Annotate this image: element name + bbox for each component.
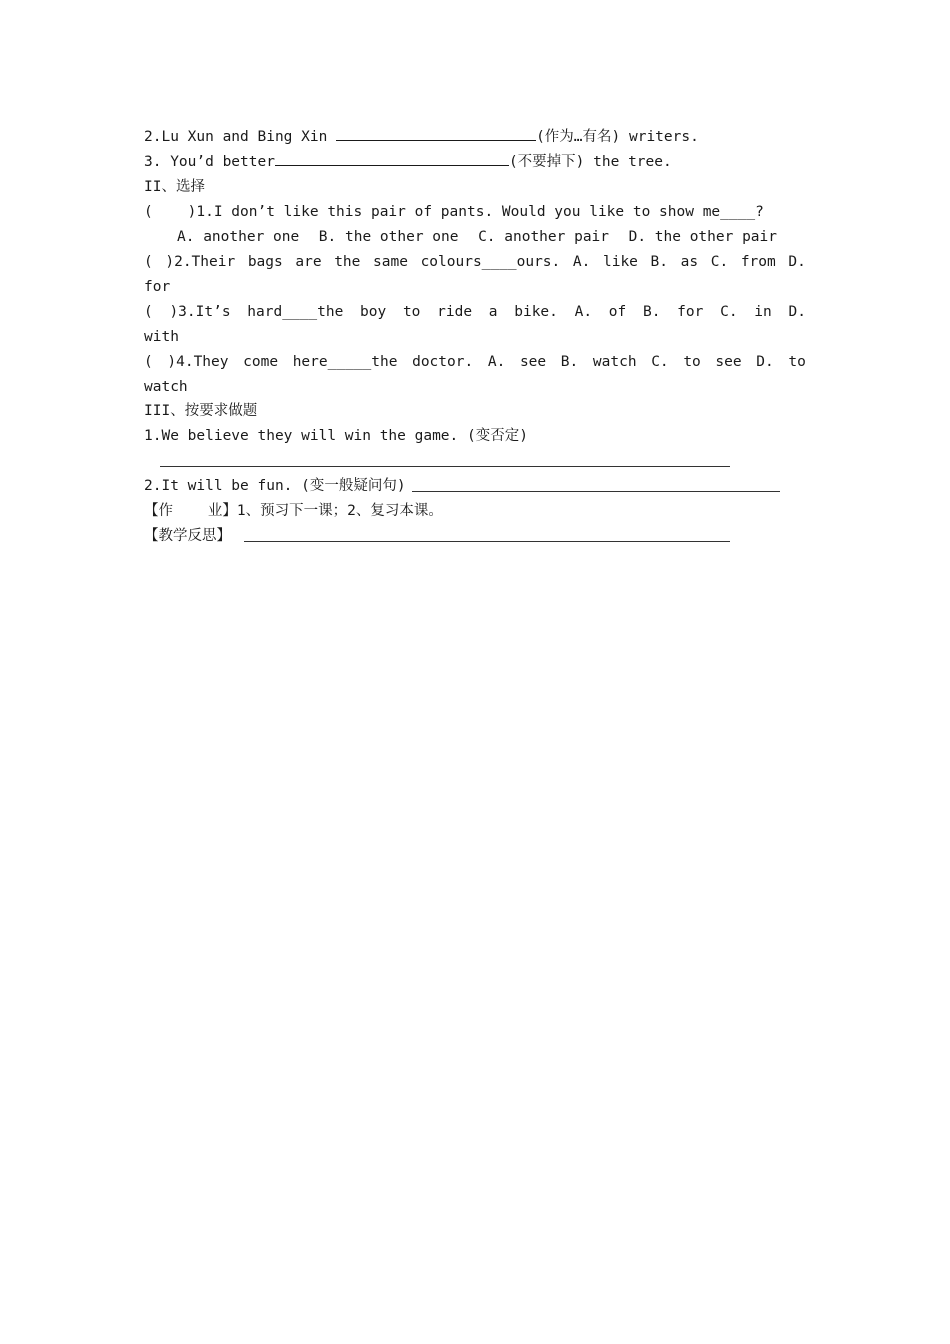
choice-question-3-wrap: with bbox=[144, 329, 179, 345]
section-title-choice: II、选择 bbox=[144, 179, 205, 195]
choice-question-3: ( )3.It’s hard____the boy to ride a bike. A. of B. for C. in D. bbox=[144, 304, 806, 320]
task-question-1: 1.We believe they will win the game. (变否定) bbox=[144, 428, 528, 444]
choice-question-1-stem: ( )1.I don’t like this pair of pants. Would you like to show me____? bbox=[144, 204, 764, 220]
choice-question-4: ( )4.They come here_____the doctor. A. see B. watch C. to see D. to bbox=[144, 354, 806, 370]
task-question-2: 2.It will be fun. (变一般疑问句) bbox=[144, 478, 406, 494]
option-b[interactable]: B. the other one bbox=[318, 229, 459, 245]
choice-question-2-wrap: for bbox=[144, 279, 171, 295]
answer-blank[interactable] bbox=[275, 151, 509, 166]
choice-question-1-options bbox=[177, 225, 777, 250]
answer-blank[interactable] bbox=[336, 126, 536, 141]
answer-line-2[interactable] bbox=[412, 491, 780, 492]
homework-line: 【作 业】1、预习下一课；2、复习本课。 bbox=[144, 503, 443, 519]
option-a[interactable]: A. another one bbox=[177, 229, 300, 245]
reflection-label: 【教学反思】 bbox=[144, 528, 231, 544]
section-title-tasks: III、按要求做题 bbox=[144, 403, 258, 419]
option-d[interactable]: D. the other pair bbox=[628, 229, 777, 245]
fill-in-question-2: 2.Lu Xun and Bing Xin (作为…有名) writers. bbox=[144, 125, 806, 150]
answer-line-1[interactable] bbox=[160, 466, 730, 467]
option-c[interactable]: C. another pair bbox=[478, 229, 610, 245]
reflection-line[interactable] bbox=[244, 541, 730, 542]
choice-question-2: ( )2.Their bags are the same colours____ours. A. like B. as C. from D. bbox=[144, 254, 806, 270]
choice-question-4-wrap: watch bbox=[144, 379, 188, 395]
fill-in-question-3: 3. You’d better (不要掉下) the tree. bbox=[144, 150, 806, 175]
